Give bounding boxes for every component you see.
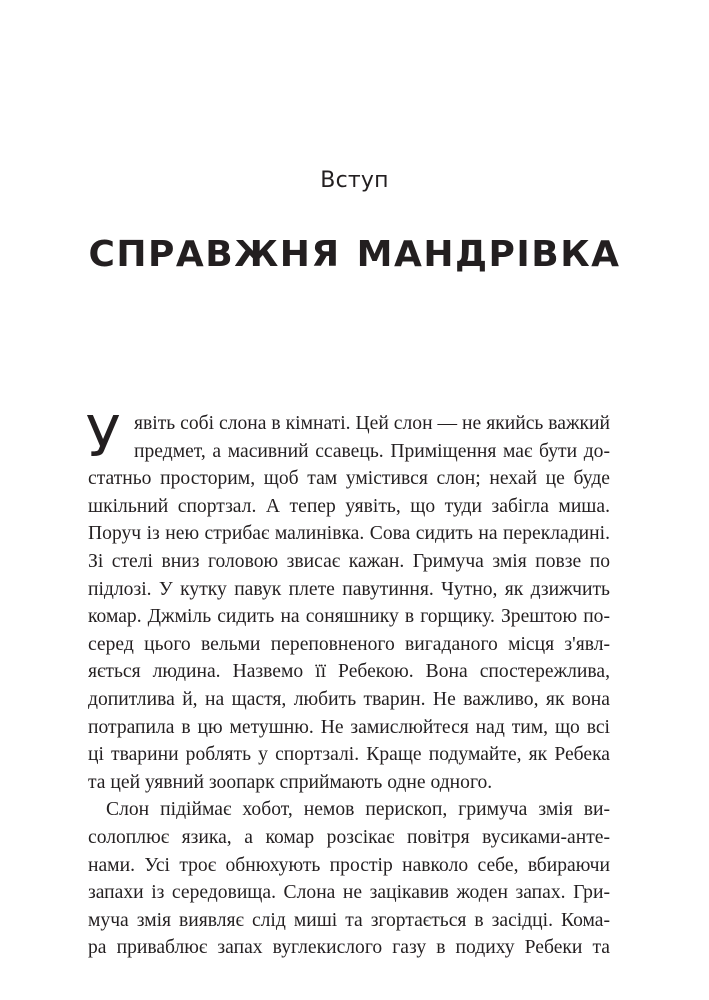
text-line: статньо просторим, щоб там умістився слон; нехай це буде [88,468,610,490]
drop-cap: У [86,405,121,470]
text-line: Слон підіймає хобот, немов перископ, гримуча змія ви- [106,799,610,821]
text-line: явіть собі слона в кімнаті. Цей слон — не якийсь важкий [134,413,610,434]
text-line: запахи із середовища. Слона не зацікавив жоден запах. Гри- [88,882,610,904]
text-line: шкільний спортзал. А тепер уявіть, що туди забігла миша. [88,495,610,517]
text-line: допитлива й, на щастя, любить тварин. Не важливо, як вона [88,688,610,710]
text-line: комар. Джміль сидить на соняшнику в горщику. Зрештою по- [88,606,610,628]
chapter-title: СПРАВЖНЯ МАНДРІВКА [88,234,621,275]
text-line: ра приваблює запах вуглекислого газу в подиху Ребеки та [88,937,610,959]
text-line: нами. Усі троє обнюхують простір навколо себе, вбираючи [88,854,610,876]
text-line: ці тварини роблять у спортзалі. Краще подумайте, як Ребека [88,744,610,766]
text-line: Зі стелі вниз головою звисає кажан. Гримуча змія повзе по [88,550,610,572]
text-line: муча змія виявляє слід миші та згортається в засідці. Кома- [88,909,610,931]
text-line: солоплює язика, а комар розсікає повітря вусиками-анте- [88,826,610,848]
text-line: яється людина. Назвемо її Ребекою. Вона спостережлива, [88,661,610,683]
text-line: серед цього вельми переповненого вигаданого місця з'явл- [88,633,610,655]
text-line: предмет, а масивний ссавець. Приміщення має бути до- [134,440,610,462]
section-label: Вступ [320,168,389,193]
text-line: підлозі. У кутку павук плете павутиння. Чутно, як дзижчить [88,578,610,600]
text-line: потрапила в цю метушню. Не замислюйтеся над тим, що всі [88,716,610,738]
text-line: та цей уявний зоопарк сприймають одне одного. [88,771,493,793]
body-text [86,405,610,962]
text-line: Поруч із нею стрибає малинівка. Сова сидить на перекладині. [88,523,610,545]
